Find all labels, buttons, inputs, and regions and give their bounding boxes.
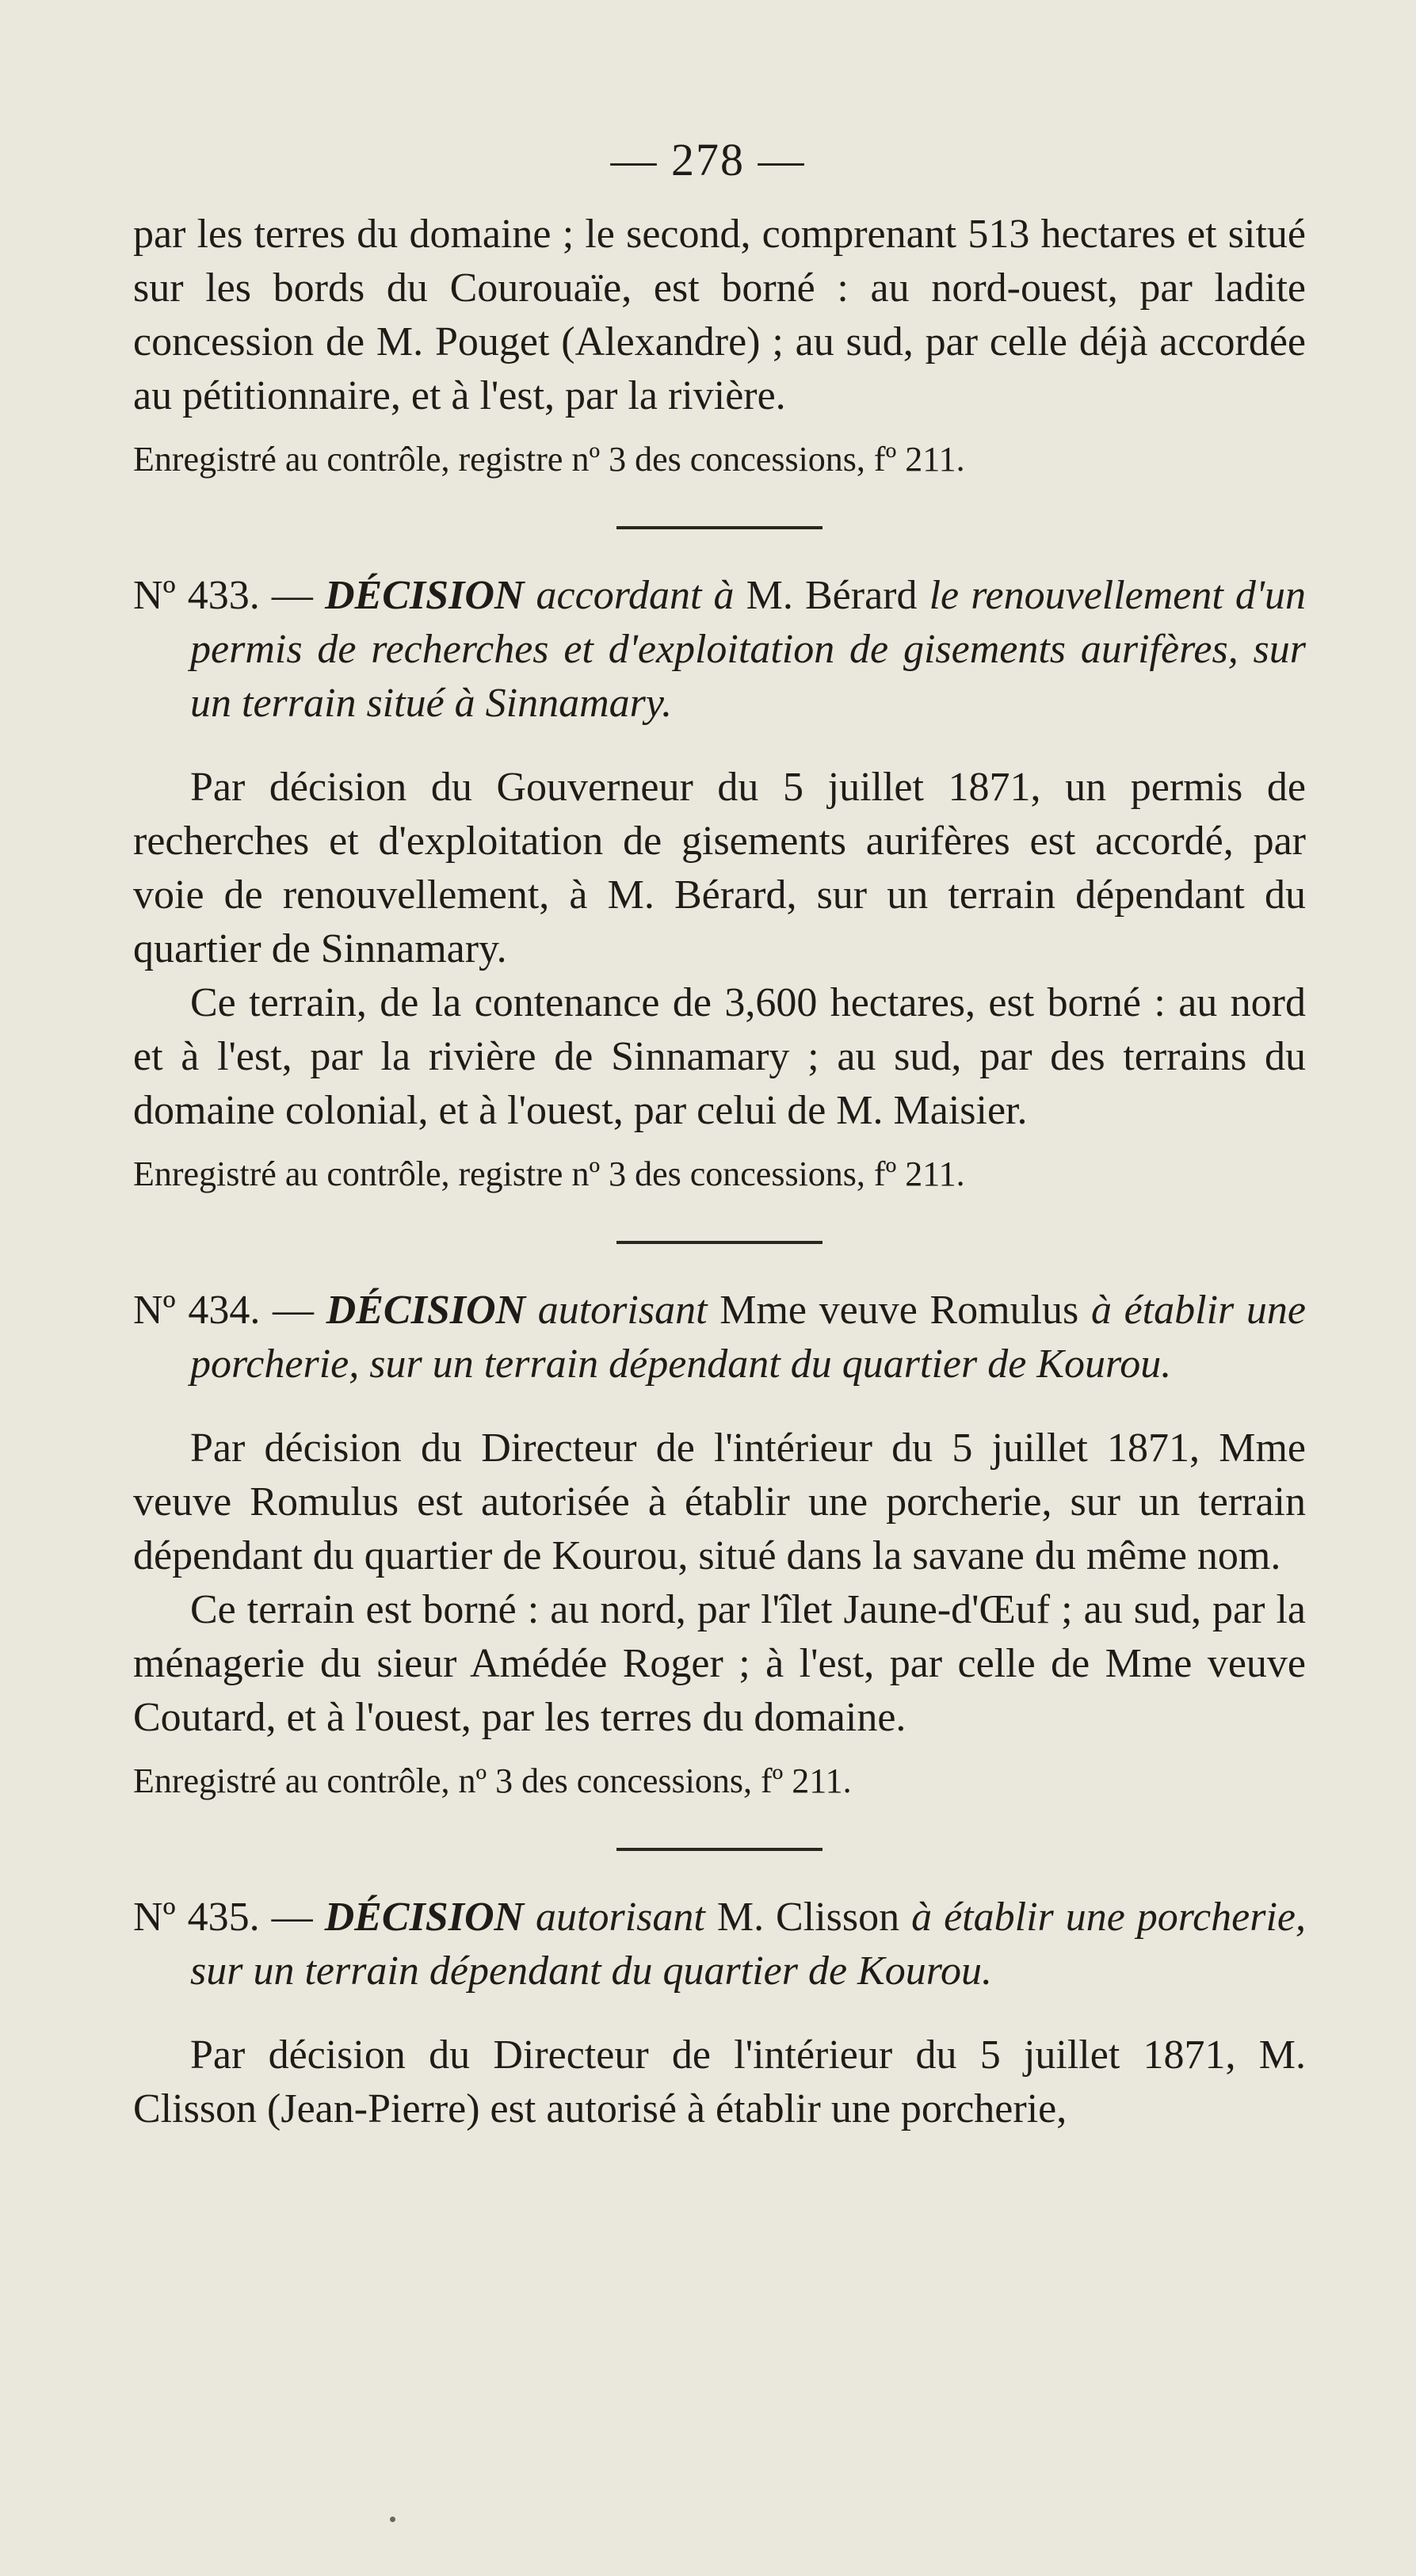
section-divider: [616, 1241, 823, 1244]
entry-number: Nº 434. —: [133, 1288, 314, 1333]
page-body: [133, 208, 1306, 2136]
intro-paragraph: par les terres du domaine ; le second, comprenant 513 hectares et situé sur les bords du Courouaïe, est borné : au nord-ouest, par ladite concession de M. Pouget (Alexandre) ; au sud, par celle déjà accordée au pétitionnaire, et à l'est, par la rivière.: [133, 212, 1306, 418]
entry-433-paragraph-2: Ce terrain, de la contenance de 3,600 hectares, est borné : au nord et à l'est, par la rivière de Sinnamary ; au sud, par des terrains du domaine colonial, et à l'ouest, par celui de M. Maisier.: [133, 980, 1306, 1133]
section-divider: [616, 1848, 823, 1851]
entry-object: à établir une porcherie, sur un terrain dépendant du quartier de Kourou.: [190, 1288, 1306, 1387]
entry-decision: DÉCISION: [324, 1895, 525, 1940]
entry-decision: DÉCISION: [326, 1288, 526, 1333]
entry-435-paragraph-1: Par décision du Directeur de l'intérieur du 5 juillet 1871, M. Clisson (Jean-Pierre) est autorisé à établir une porcherie,: [133, 2032, 1306, 2131]
entry-434-paragraph-2: Ce terrain est borné : au nord, par l'îlet Jaune-d'Œuf ; au sud, par la ménagerie du sieur Amédée Roger ; à l'est, par celle de Mme veuve Coutard, et à l'ouest, par les terres du domaine.: [133, 1587, 1306, 1740]
entry-action: autorisant: [537, 1288, 708, 1333]
ink-speck: [390, 2517, 395, 2522]
entry-person: M. Bérard: [746, 573, 918, 618]
entry-433-paragraph-1: Par décision du Gouverneur du 5 juillet 1871, un permis de recherches et d'exploitation de gisements aurifères est accordé, par voie de renouvellement, à M. Bérard, sur un terrain dépendant du quartier de Sinnamary.: [133, 765, 1306, 971]
entry-object: à établir une porcherie, sur un terrain dépendant du quartier de Kourou.: [190, 1895, 1307, 1994]
entry-number: Nº 433. —: [133, 573, 313, 618]
entry-433-heading: [133, 569, 1306, 731]
entry-number: Nº 435. —: [133, 1895, 313, 1940]
entry-434-registration: Enregistré au contrôle, nº 3 des concessions, fº 211.: [133, 1761, 852, 1800]
entry-435-heading: [133, 1891, 1306, 1998]
intro-registration: Enregistré au contrôle, registre nº 3 des concessions, fº 211.: [133, 440, 965, 479]
entry-434-heading: [133, 1284, 1306, 1391]
entry-action: accordant à: [536, 573, 735, 618]
page-number: — 278 —: [610, 134, 806, 185]
entry-object: le renouvellement d'un permis de recherches et d'exploitation de gisements aurifères, sur un terrain situé à Sinnamary.: [190, 573, 1307, 726]
entry-433-registration: Enregistré au contrôle, registre nº 3 des concessions, fº 211.: [133, 1154, 965, 1193]
entry-decision: DÉCISION: [325, 573, 525, 618]
entry-person: M. Clisson: [716, 1895, 900, 1940]
entry-434-paragraph-1: Par décision du Directeur de l'intérieur du 5 juillet 1871, Mme veuve Romulus est autorisée à établir une porcherie, sur un terrain dépendant du quartier de Kourou, situé dans la savane du même nom.: [133, 1425, 1306, 1578]
section-divider: [616, 526, 823, 529]
entry-action: autorisant: [536, 1895, 705, 1940]
entry-person: Mme veuve Romulus: [719, 1288, 1079, 1333]
